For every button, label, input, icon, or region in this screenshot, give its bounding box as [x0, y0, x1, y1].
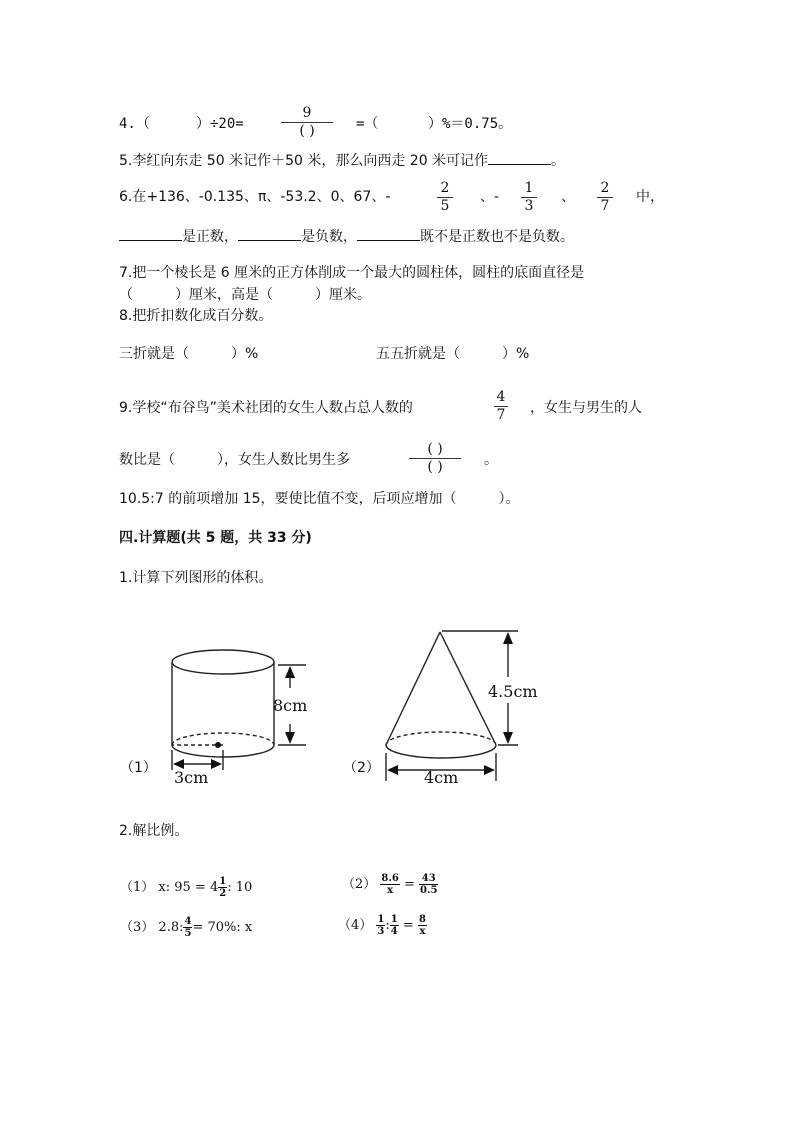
- q6-sep-2: 、: [561, 189, 575, 205]
- q8-title: 8.把折扣数化成百分数。: [119, 308, 273, 324]
- q8-part-b: 五五折就是（ ）%: [376, 346, 530, 362]
- q9-line-1b: ，女生与男生的人: [530, 400, 642, 416]
- q4-tail: ）%＝0.75。: [428, 116, 513, 132]
- p1-fraction: $\frac{1}{2}$: [219, 876, 227, 899]
- p4-fraction-c: $\frac{8}{x}$: [418, 914, 426, 937]
- q4-prefix: 4.（: [119, 116, 150, 132]
- p4-fraction-b: $\frac{1}{4}$: [390, 914, 398, 937]
- question-10: 10.5:7 的前项增加 15，要使比值不变，后项应增加（ ）。: [119, 491, 520, 507]
- answer-blank: [357, 240, 420, 241]
- p4-fraction-a: $\frac{1}{3}$: [377, 914, 385, 937]
- answer-blank: [488, 164, 551, 165]
- p1-expr: x: 95 = 4: [158, 880, 219, 895]
- fig-1-label: （1）: [120, 760, 157, 776]
- proportion-1: （1） x: 95 = 4 $\frac{1}{2}$ : 10: [120, 876, 253, 899]
- proportion-3: （3） 2.8: $\frac{4}{5}$ = 70%: x: [120, 916, 253, 939]
- p3-label: （3）: [120, 920, 155, 935]
- q6-end: 中，: [636, 189, 664, 205]
- q4-fraction: 9 ( ): [281, 105, 333, 140]
- p2-label: （2）: [342, 877, 377, 892]
- question-5: [119, 150, 565, 170]
- q6-text: 6.在+136、-0.135、π、-53.2、0、67、-: [119, 189, 391, 205]
- fig-1-radius: 3cm: [174, 768, 209, 787]
- q6-fraction-3: 2 7: [597, 180, 613, 215]
- q6-fraction-1: 2 5: [437, 180, 453, 215]
- answer-blank: [238, 240, 301, 241]
- p4-label: （4）: [338, 918, 373, 933]
- fig-1-height: 8cm: [273, 696, 308, 715]
- q9-line-2a: 数比是（ ），女生人数比男生多: [119, 452, 350, 468]
- fig-2-height: 4.5cm: [488, 682, 538, 701]
- p1-label: （1）: [120, 880, 155, 895]
- q9-line-2b: 。: [484, 452, 498, 468]
- q9-fraction: 4 7: [494, 389, 508, 424]
- q9-fraction-blank: ( ) ( ): [409, 441, 461, 476]
- q5-end: 。: [551, 153, 566, 169]
- fig-2-label: （2）: [343, 760, 380, 776]
- proportion-4: （4） $\frac{1}{3}$ : $\frac{1}{4}$ = $\frac{8}{x}$: [338, 914, 426, 937]
- calc-1-title: 1.计算下列图形的体积。: [119, 570, 273, 586]
- proportion-2: （2） $\frac{8.6}{x}$ = $\frac{43}{0.5}$: [342, 873, 438, 896]
- q8-part-a: 三折就是（ ）%: [119, 346, 259, 362]
- q4-division: ）÷20=: [196, 116, 244, 132]
- cone-figure: [380, 625, 525, 790]
- p3-fraction: $\frac{4}{5}$: [184, 916, 192, 939]
- answer-blank: [119, 240, 182, 241]
- q6-fraction-2: 1 3: [521, 180, 537, 215]
- fig-2-diameter: 4cm: [424, 768, 459, 787]
- q5-text: 5.李红向东走 50 米记作＋50 米，那么向西走 20 米可记作: [119, 153, 489, 169]
- q7-line-2: （ ）厘米，高是（ ）厘米。: [119, 287, 371, 303]
- q9-line-1a: 9.学校“布谷鸟”美术社团的女生人数占总人数的: [119, 400, 413, 416]
- q7-line-1: 7.把一个棱长是 6 厘米的正方体削成一个最大的圆柱体，圆柱的底面直径是: [119, 265, 585, 281]
- section-title: 四.计算题(共 5 题，共 33 分): [119, 530, 312, 546]
- p2-left-fraction: $\frac{8.6}{x}$: [381, 873, 399, 896]
- calc-2-title: 2.解比例。: [119, 823, 189, 839]
- q6-line-2: 是正数， 是负数， 既不是正数也不是负数。: [119, 226, 574, 246]
- q6-sep-1: 、-: [480, 189, 500, 205]
- q4-equals: =（: [356, 116, 379, 132]
- p2-right-fraction: $\frac{43}{0.5}$: [420, 873, 438, 896]
